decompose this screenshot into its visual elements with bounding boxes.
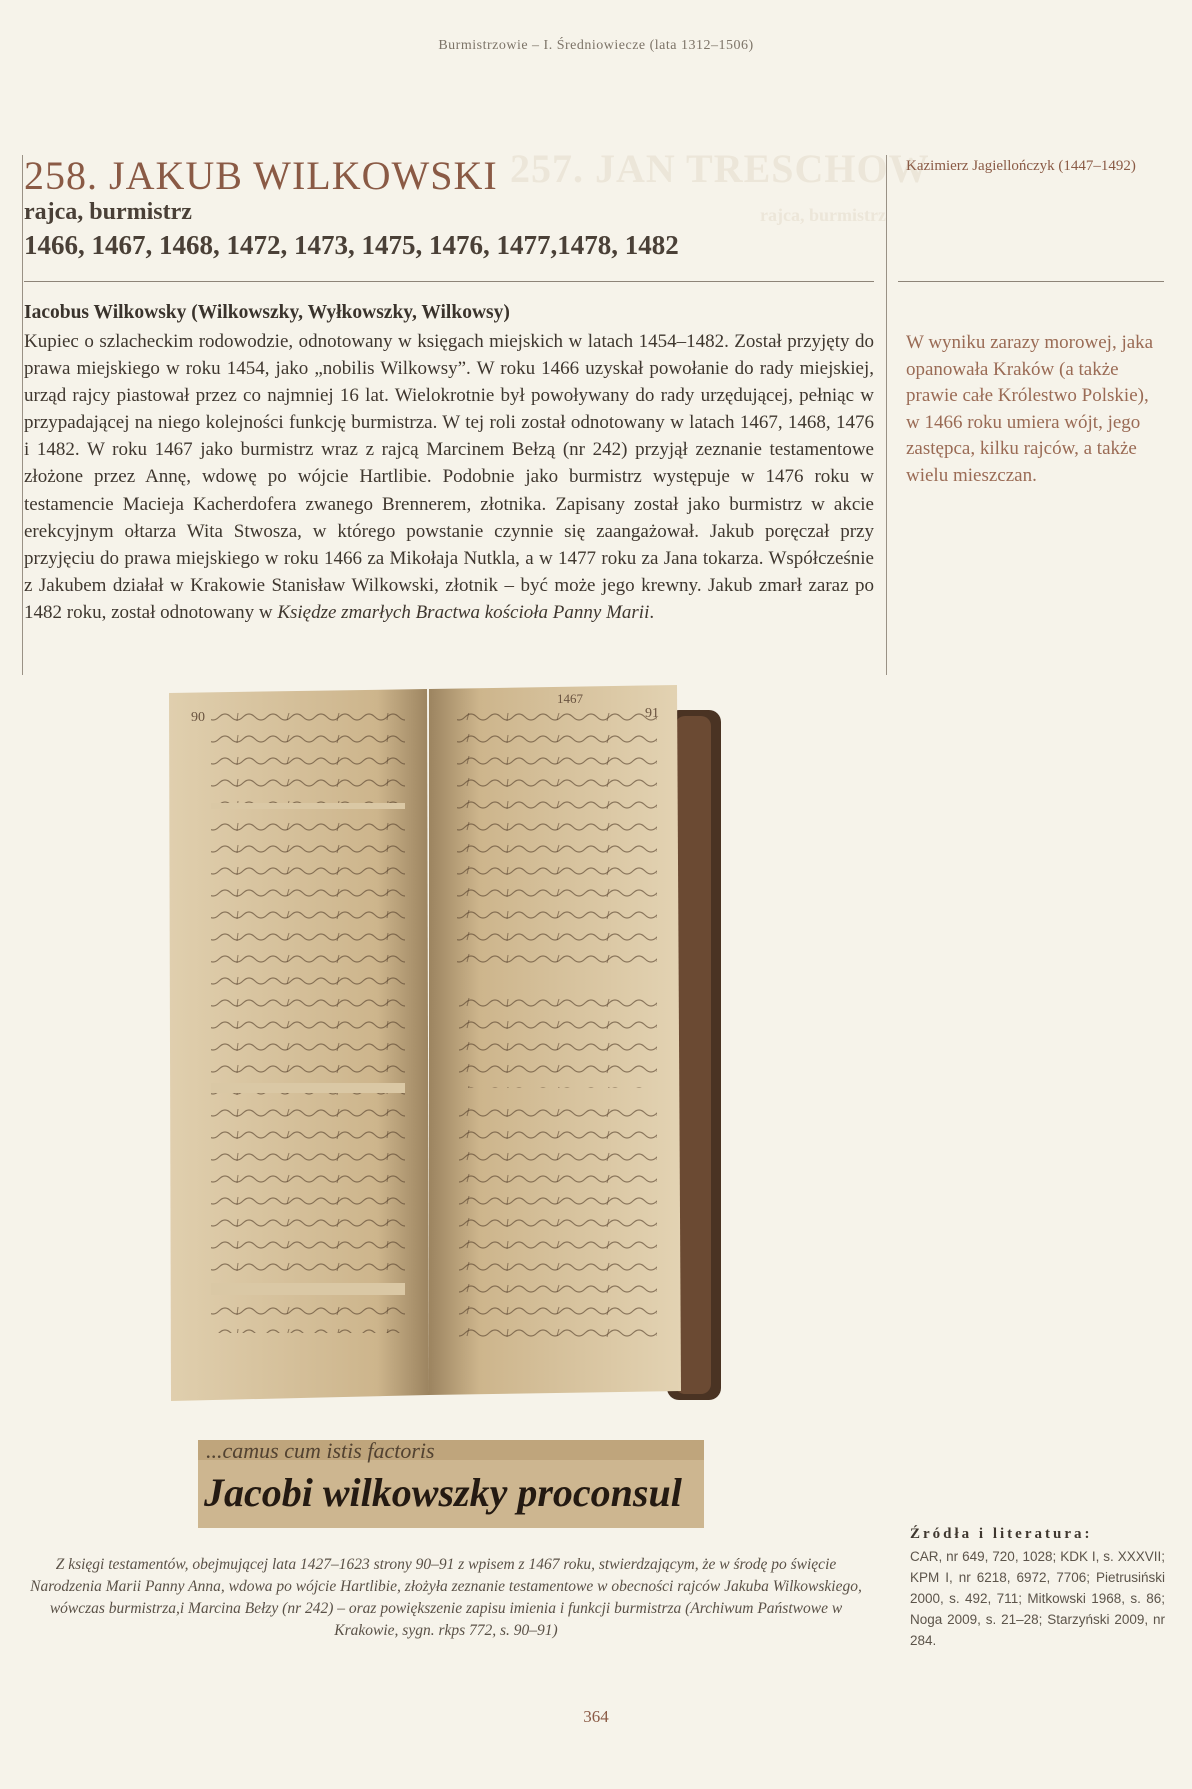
- entry-years: 1466, 1467, 1468, 1472, 1473, 1475, 1476, 1477,1478, 1482: [24, 230, 679, 260]
- biography-text: Kupiec o szlacheckim rodowodzie, odnotowany w księgach miejskich w latach 1454–1482. Został przyjęty do prawa miejskiego w roku 1454, jako „nobilis Wilkowsy”. W roku 1466 uzyskał powołanie do rady miejskiej, urząd rajcy piastował przez co najmniej 16 lat. Wielokrotnie był powoływany do rady urzędującej, pełniąc w przypadającej na niego kolejności funkcję burmistrza. W tej roli został odnotowany w latach 1467, 1468, 1476 i 1482. W roku 1467 jako burmistrz wraz z rajcą Marcinem Bełzą (nr 242) przyjął zeznanie testamentowe złożone przez Annę, wdowę po wójcie Hartlibie. Podobnie jako burmistrz występuje w 1476 roku w testamencie Macieja Kacherdofera zwanego Brennerem, złotnika. Zapisany został jako burmistrz w akcie erekcyjnym ołtarza Wita Stwosza, w którego powstanie czynnie się zaangażował. Jakub poręczał przy przyjęciu do prawa miejskiego w roku 1466 za Mikołaja Nutkla, a w 1477 roku za Jana tokarza. Współcześnie z Jakubem działał w Krakowie Stanisław Wilkowski, złotnik – być może jego krewny. Jakub zmarł zaraz po 1482 roku, został odnotowany w: [24, 331, 874, 623]
- folio-number-right: 91: [645, 706, 659, 721]
- biography-end: .: [649, 601, 655, 623]
- manuscript-book-photo: [167, 683, 747, 1408]
- right-page-text-block-2: [459, 988, 657, 1088]
- left-page-margin-1: [211, 803, 405, 809]
- ruler-label: Kazimierz Jagiellończyk (1447–1492): [906, 158, 1136, 174]
- figure-caption: Z księgi testamentów, obejmującej lata 1427–1623 strony 90–91 z wpisem z 1467 roku, stwierdzającym, że w środę po święcie Narodzenia Marii Panny Anna, wdowa po wójcie Hartlibie, złożyła zeznanie testamentowe w obecności rajców Jakuba Wilkowskiego, wówczas burmistrza,i Marcina Bełzy (nr 242) – oraz powiększenie zapisu imienia i funkcji burmistrza (Archiwum Państwowe w Krakowie, sygn. rkps 772, s. 90–91): [30, 1556, 862, 1639]
- entry-title: 258. JAKUB WILKOWSKI: [24, 153, 498, 198]
- right-page-text-block-1: [457, 713, 657, 973]
- manuscript-year: 1467: [557, 691, 583, 706]
- ghost-previous-title: 257. JAN TRESCHOW: [510, 146, 930, 191]
- folio-number-left: 90: [191, 710, 205, 725]
- page-number: 364: [583, 1707, 609, 1726]
- main-divider: [24, 281, 874, 282]
- sources-text: CAR, nr 649, 720, 1028; KDK I, s. XXXVII; KPM I, nr 6218, 6972, 7706; Pietrusiński 2000, s. 492, 711; Mitkowski 1968, s. 86; Noga 2009, s. 21–28; Starzyński 2009, nr 284.: [910, 1549, 1165, 1648]
- sources-label: Źródła i literatura:: [910, 1526, 1093, 1542]
- left-page-margin-3: [211, 1283, 405, 1295]
- signature-line-1: ...camus cum istis factoris: [206, 1440, 435, 1463]
- main-column-rule: [22, 155, 23, 675]
- biography-source-title: Księdze zmarłych Bractwa kościoła Panny Marii: [277, 601, 650, 623]
- sidebar-note: W wyniku zarazy morowej, jaka opanowała Kraków (a także prawie całe Królestwo Polskie), w 1466 roku umiera wójt, jego zastępca, kilku rajców, a także wielu mieszczan.: [906, 332, 1154, 486]
- ghost-previous-roles: rajca, burmistrz: [760, 205, 886, 225]
- sidebar-divider: [898, 281, 1164, 282]
- sidebar-column-rule: [886, 155, 887, 675]
- signature-detail-photo: [198, 1440, 704, 1528]
- right-page-text-block-3: [459, 1103, 657, 1343]
- signature-line-2: Jacobi wilkowszky proconsul: [204, 1470, 682, 1515]
- running-header: Burmistrzowie – I. Średniowiecze (lata 1312–1506): [438, 38, 754, 53]
- left-page-margin-2: [211, 1083, 405, 1093]
- entry-roles: rajca, burmistrz: [24, 199, 192, 225]
- biography: [24, 328, 874, 626]
- name-variants: Iacobus Wilkowsky (Wilkowszky, Wyłkowszky, Wilkowsy): [24, 302, 510, 323]
